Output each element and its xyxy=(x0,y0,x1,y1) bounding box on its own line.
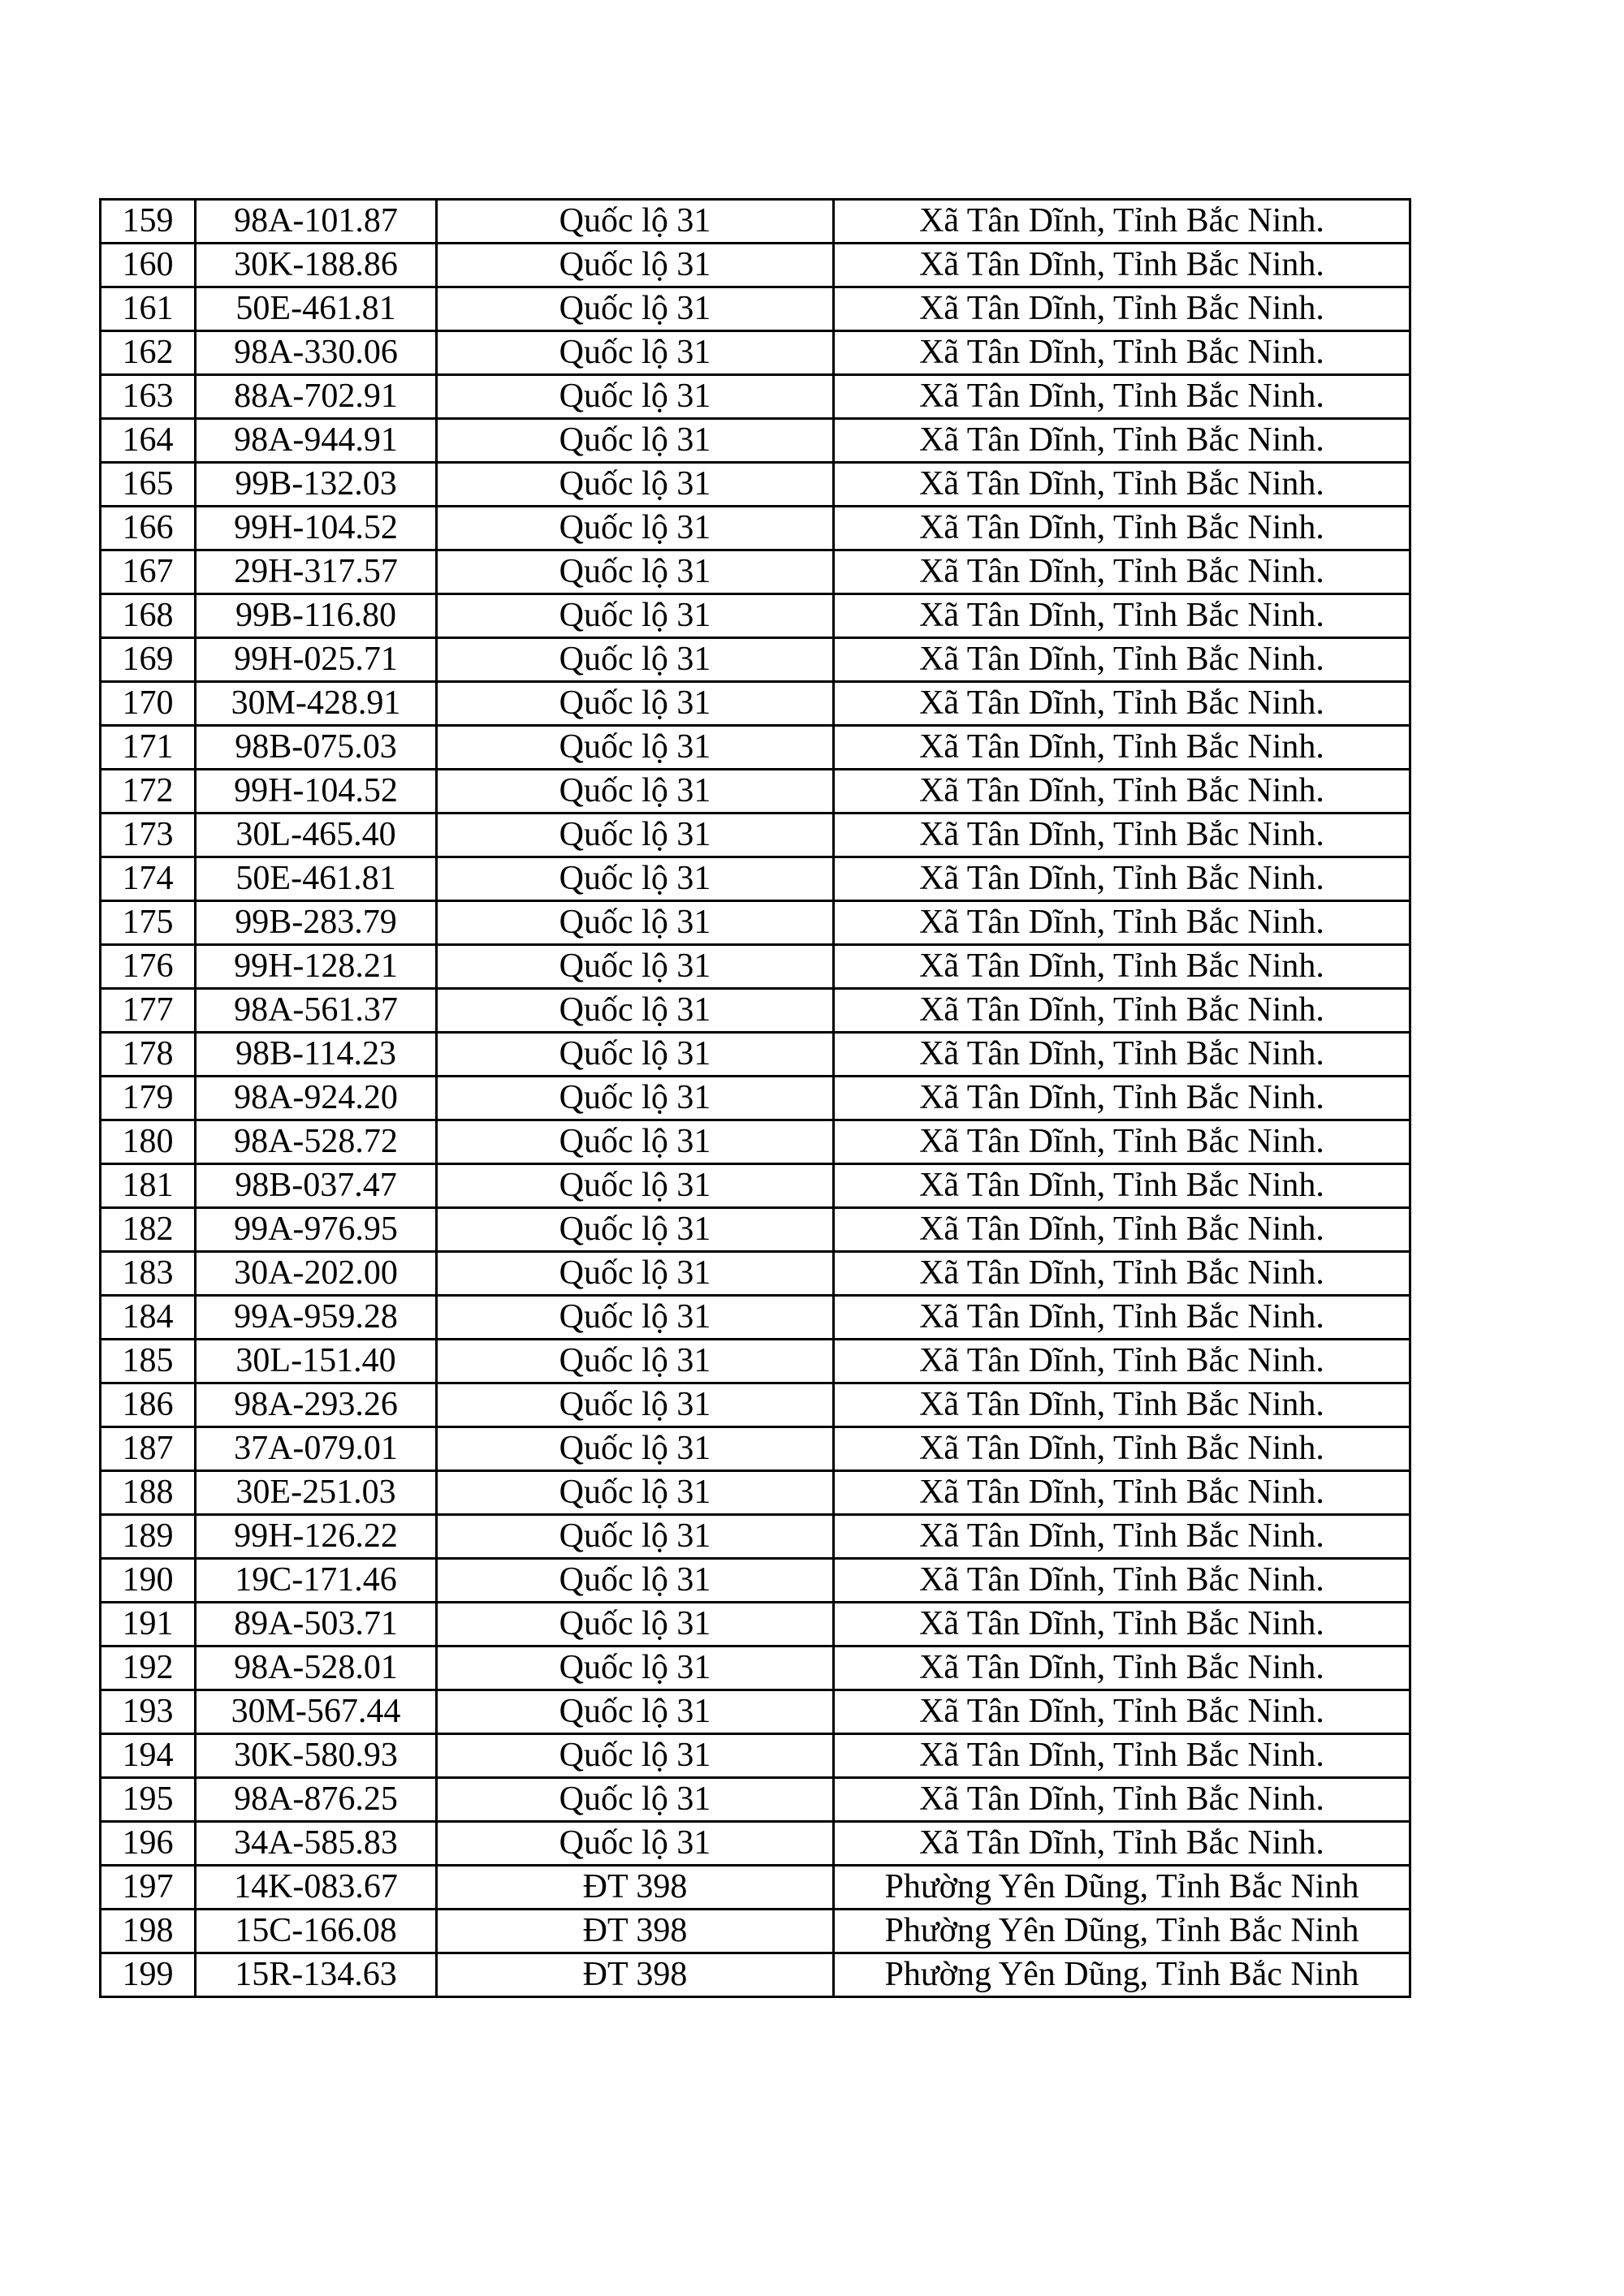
license-plate-cell: 99H-104.52 xyxy=(196,770,437,814)
road-cell: Quốc lộ 31 xyxy=(437,1252,834,1296)
location-cell: Phường Yên Dũng, Tỉnh Bắc Ninh xyxy=(834,1953,1410,1997)
license-plate-cell: 99H-104.52 xyxy=(196,507,437,550)
road-cell: Quốc lộ 31 xyxy=(437,1734,834,1778)
row-number-cell: 170 xyxy=(101,682,196,726)
road-cell: Quốc lộ 31 xyxy=(437,507,834,550)
road-cell: Quốc lộ 31 xyxy=(437,1690,834,1734)
table-row xyxy=(101,594,1410,638)
location-cell: Xã Tân Dĩnh, Tỉnh Bắc Ninh. xyxy=(834,726,1410,770)
row-number-cell: 174 xyxy=(101,857,196,901)
license-plate-cell: 19C-171.46 xyxy=(196,1559,437,1603)
location-cell: Xã Tân Dĩnh, Tỉnh Bắc Ninh. xyxy=(834,1427,1410,1471)
location-cell: Xã Tân Dĩnh, Tỉnh Bắc Ninh. xyxy=(834,244,1410,287)
license-plate-cell: 98A-876.25 xyxy=(196,1778,437,1822)
table-row xyxy=(101,1866,1410,1910)
license-plate-cell: 30M-428.91 xyxy=(196,682,437,726)
table-row xyxy=(101,507,1410,550)
location-cell: Xã Tân Dĩnh, Tỉnh Bắc Ninh. xyxy=(834,1646,1410,1690)
row-number-cell: 175 xyxy=(101,901,196,945)
road-cell: Quốc lộ 31 xyxy=(437,857,834,901)
location-cell: Xã Tân Dĩnh, Tỉnh Bắc Ninh. xyxy=(834,1252,1410,1296)
license-plate-cell: 99H-025.71 xyxy=(196,638,437,682)
location-cell: Xã Tân Dĩnh, Tỉnh Bắc Ninh. xyxy=(834,1120,1410,1164)
location-cell: Xã Tân Dĩnh, Tỉnh Bắc Ninh. xyxy=(834,1603,1410,1646)
license-plate-cell: 30A-202.00 xyxy=(196,1252,437,1296)
row-number-cell: 169 xyxy=(101,638,196,682)
license-plate-cell: 30E-251.03 xyxy=(196,1471,437,1515)
license-plate-cell: 99H-126.22 xyxy=(196,1515,437,1559)
table-row xyxy=(101,1953,1410,1997)
location-cell: Xã Tân Dĩnh, Tỉnh Bắc Ninh. xyxy=(834,989,1410,1033)
row-number-cell: 198 xyxy=(101,1910,196,1953)
table-row xyxy=(101,1383,1410,1427)
license-plate-cell: 98A-293.26 xyxy=(196,1383,437,1427)
license-plate-cell: 99B-116.80 xyxy=(196,594,437,638)
road-cell: Quốc lộ 31 xyxy=(437,814,834,857)
row-number-cell: 185 xyxy=(101,1340,196,1383)
table-row xyxy=(101,1822,1410,1866)
row-number-cell: 199 xyxy=(101,1953,196,1997)
row-number-cell: 166 xyxy=(101,507,196,550)
license-plate-cell: 30L-465.40 xyxy=(196,814,437,857)
table-row xyxy=(101,1471,1410,1515)
location-cell: Xã Tân Dĩnh, Tỉnh Bắc Ninh. xyxy=(834,901,1410,945)
location-cell: Xã Tân Dĩnh, Tỉnh Bắc Ninh. xyxy=(834,1734,1410,1778)
road-cell: Quốc lộ 31 xyxy=(437,1383,834,1427)
location-cell: Xã Tân Dĩnh, Tỉnh Bắc Ninh. xyxy=(834,594,1410,638)
location-cell: Xã Tân Dĩnh, Tỉnh Bắc Ninh. xyxy=(834,1208,1410,1252)
license-plate-cell: 98A-944.91 xyxy=(196,419,437,463)
road-cell: Quốc lộ 31 xyxy=(437,331,834,375)
location-cell: Xã Tân Dĩnh, Tỉnh Bắc Ninh. xyxy=(834,1033,1410,1077)
location-cell: Xã Tân Dĩnh, Tỉnh Bắc Ninh. xyxy=(834,638,1410,682)
license-plate-cell: 29H-317.57 xyxy=(196,550,437,594)
row-number-cell: 187 xyxy=(101,1427,196,1471)
license-plate-cell: 99A-976.95 xyxy=(196,1208,437,1252)
license-plate-cell: 14K-083.67 xyxy=(196,1866,437,1910)
road-cell: Quốc lộ 31 xyxy=(437,1822,834,1866)
table-row xyxy=(101,1515,1410,1559)
row-number-cell: 160 xyxy=(101,244,196,287)
location-cell: Phường Yên Dũng, Tỉnh Bắc Ninh xyxy=(834,1866,1410,1910)
road-cell: Quốc lộ 31 xyxy=(437,726,834,770)
location-cell: Xã Tân Dĩnh, Tỉnh Bắc Ninh. xyxy=(834,419,1410,463)
road-cell: Quốc lộ 31 xyxy=(437,1646,834,1690)
road-cell: Quốc lộ 31 xyxy=(437,1120,834,1164)
location-cell: Phường Yên Dũng, Tỉnh Bắc Ninh xyxy=(834,1910,1410,1953)
table-row xyxy=(101,1077,1410,1120)
location-cell: Xã Tân Dĩnh, Tỉnh Bắc Ninh. xyxy=(834,1559,1410,1603)
location-cell: Xã Tân Dĩnh, Tỉnh Bắc Ninh. xyxy=(834,857,1410,901)
location-cell: Xã Tân Dĩnh, Tỉnh Bắc Ninh. xyxy=(834,375,1410,419)
row-number-cell: 197 xyxy=(101,1866,196,1910)
row-number-cell: 178 xyxy=(101,1033,196,1077)
road-cell: Quốc lộ 31 xyxy=(437,945,834,989)
table-row xyxy=(101,814,1410,857)
road-cell: Quốc lộ 31 xyxy=(437,901,834,945)
location-cell: Xã Tân Dĩnh, Tỉnh Bắc Ninh. xyxy=(834,1340,1410,1383)
road-cell: Quốc lộ 31 xyxy=(437,682,834,726)
license-plate-cell: 98A-528.72 xyxy=(196,1120,437,1164)
row-number-cell: 192 xyxy=(101,1646,196,1690)
road-cell: Quốc lộ 31 xyxy=(437,200,834,244)
table-row xyxy=(101,550,1410,594)
violation-table xyxy=(99,198,1411,1998)
row-number-cell: 193 xyxy=(101,1690,196,1734)
license-plate-cell: 30L-151.40 xyxy=(196,1340,437,1383)
table-row xyxy=(101,1910,1410,1953)
row-number-cell: 176 xyxy=(101,945,196,989)
table-row xyxy=(101,901,1410,945)
table-row xyxy=(101,638,1410,682)
road-cell: Quốc lộ 31 xyxy=(437,1164,834,1208)
table-row xyxy=(101,419,1410,463)
road-cell: Quốc lộ 31 xyxy=(437,287,834,331)
license-plate-cell: 15C-166.08 xyxy=(196,1910,437,1953)
row-number-cell: 168 xyxy=(101,594,196,638)
row-number-cell: 186 xyxy=(101,1383,196,1427)
license-plate-cell: 30M-567.44 xyxy=(196,1690,437,1734)
license-plate-cell: 15R-134.63 xyxy=(196,1953,437,1997)
road-cell: ĐT 398 xyxy=(437,1866,834,1910)
road-cell: Quốc lộ 31 xyxy=(437,1033,834,1077)
row-number-cell: 161 xyxy=(101,287,196,331)
row-number-cell: 188 xyxy=(101,1471,196,1515)
road-cell: ĐT 398 xyxy=(437,1910,834,1953)
license-plate-cell: 30K-580.93 xyxy=(196,1734,437,1778)
road-cell: Quốc lộ 31 xyxy=(437,1296,834,1340)
table-row xyxy=(101,989,1410,1033)
license-plate-cell: 88A-702.91 xyxy=(196,375,437,419)
row-number-cell: 189 xyxy=(101,1515,196,1559)
license-plate-cell: 98A-330.06 xyxy=(196,331,437,375)
license-plate-cell: 98B-075.03 xyxy=(196,726,437,770)
road-cell: Quốc lộ 31 xyxy=(437,1559,834,1603)
license-plate-cell: 34A-585.83 xyxy=(196,1822,437,1866)
row-number-cell: 182 xyxy=(101,1208,196,1252)
table-row xyxy=(101,770,1410,814)
road-cell: Quốc lộ 31 xyxy=(437,1471,834,1515)
location-cell: Xã Tân Dĩnh, Tỉnh Bắc Ninh. xyxy=(834,463,1410,507)
road-cell: Quốc lộ 31 xyxy=(437,1515,834,1559)
table-row xyxy=(101,1340,1410,1383)
license-plate-cell: 98B-037.47 xyxy=(196,1164,437,1208)
row-number-cell: 195 xyxy=(101,1778,196,1822)
license-plate-cell: 50E-461.81 xyxy=(196,857,437,901)
row-number-cell: 173 xyxy=(101,814,196,857)
location-cell: Xã Tân Dĩnh, Tỉnh Bắc Ninh. xyxy=(834,200,1410,244)
row-number-cell: 190 xyxy=(101,1559,196,1603)
table-row xyxy=(101,1427,1410,1471)
row-number-cell: 191 xyxy=(101,1603,196,1646)
row-number-cell: 181 xyxy=(101,1164,196,1208)
row-number-cell: 164 xyxy=(101,419,196,463)
table-row xyxy=(101,857,1410,901)
license-plate-cell: 89A-503.71 xyxy=(196,1603,437,1646)
location-cell: Xã Tân Dĩnh, Tỉnh Bắc Ninh. xyxy=(834,1296,1410,1340)
license-plate-cell: 98A-924.20 xyxy=(196,1077,437,1120)
row-number-cell: 183 xyxy=(101,1252,196,1296)
location-cell: Xã Tân Dĩnh, Tỉnh Bắc Ninh. xyxy=(834,1471,1410,1515)
table-row xyxy=(101,1296,1410,1340)
road-cell: Quốc lộ 31 xyxy=(437,1208,834,1252)
location-cell: Xã Tân Dĩnh, Tỉnh Bắc Ninh. xyxy=(834,1383,1410,1427)
table-row xyxy=(101,1164,1410,1208)
table-row xyxy=(101,1033,1410,1077)
row-number-cell: 159 xyxy=(101,200,196,244)
row-number-cell: 196 xyxy=(101,1822,196,1866)
table-row xyxy=(101,331,1410,375)
license-plate-cell: 99H-128.21 xyxy=(196,945,437,989)
road-cell: Quốc lộ 31 xyxy=(437,1427,834,1471)
row-number-cell: 180 xyxy=(101,1120,196,1164)
table-row xyxy=(101,1690,1410,1734)
table-row xyxy=(101,1252,1410,1296)
road-cell: ĐT 398 xyxy=(437,1953,834,1997)
table-row xyxy=(101,1120,1410,1164)
row-number-cell: 167 xyxy=(101,550,196,594)
road-cell: Quốc lộ 31 xyxy=(437,594,834,638)
license-plate-cell: 99A-959.28 xyxy=(196,1296,437,1340)
road-cell: Quốc lộ 31 xyxy=(437,989,834,1033)
location-cell: Xã Tân Dĩnh, Tỉnh Bắc Ninh. xyxy=(834,1164,1410,1208)
location-cell: Xã Tân Dĩnh, Tỉnh Bắc Ninh. xyxy=(834,331,1410,375)
table-row xyxy=(101,1734,1410,1778)
location-cell: Xã Tân Dĩnh, Tỉnh Bắc Ninh. xyxy=(834,550,1410,594)
table-row xyxy=(101,244,1410,287)
row-number-cell: 172 xyxy=(101,770,196,814)
location-cell: Xã Tân Dĩnh, Tỉnh Bắc Ninh. xyxy=(834,1077,1410,1120)
license-plate-cell: 30K-188.86 xyxy=(196,244,437,287)
row-number-cell: 177 xyxy=(101,989,196,1033)
table-row xyxy=(101,1603,1410,1646)
table-row xyxy=(101,200,1410,244)
table-body xyxy=(101,200,1410,1997)
location-cell: Xã Tân Dĩnh, Tỉnh Bắc Ninh. xyxy=(834,287,1410,331)
location-cell: Xã Tân Dĩnh, Tỉnh Bắc Ninh. xyxy=(834,770,1410,814)
road-cell: Quốc lộ 31 xyxy=(437,244,834,287)
location-cell: Xã Tân Dĩnh, Tỉnh Bắc Ninh. xyxy=(834,1778,1410,1822)
location-cell: Xã Tân Dĩnh, Tỉnh Bắc Ninh. xyxy=(834,507,1410,550)
road-cell: Quốc lộ 31 xyxy=(437,463,834,507)
location-cell: Xã Tân Dĩnh, Tỉnh Bắc Ninh. xyxy=(834,1515,1410,1559)
road-cell: Quốc lộ 31 xyxy=(437,1340,834,1383)
license-plate-cell: 99B-132.03 xyxy=(196,463,437,507)
table-row xyxy=(101,1559,1410,1603)
road-cell: Quốc lộ 31 xyxy=(437,1778,834,1822)
road-cell: Quốc lộ 31 xyxy=(437,375,834,419)
row-number-cell: 165 xyxy=(101,463,196,507)
table-row xyxy=(101,375,1410,419)
license-plate-cell: 99B-283.79 xyxy=(196,901,437,945)
license-plate-cell: 98A-528.01 xyxy=(196,1646,437,1690)
table-row xyxy=(101,1646,1410,1690)
row-number-cell: 163 xyxy=(101,375,196,419)
license-plate-cell: 37A-079.01 xyxy=(196,1427,437,1471)
location-cell: Xã Tân Dĩnh, Tỉnh Bắc Ninh. xyxy=(834,814,1410,857)
row-number-cell: 171 xyxy=(101,726,196,770)
road-cell: Quốc lộ 31 xyxy=(437,770,834,814)
row-number-cell: 162 xyxy=(101,331,196,375)
license-plate-cell: 50E-461.81 xyxy=(196,287,437,331)
table-row xyxy=(101,945,1410,989)
row-number-cell: 179 xyxy=(101,1077,196,1120)
road-cell: Quốc lộ 31 xyxy=(437,638,834,682)
road-cell: Quốc lộ 31 xyxy=(437,550,834,594)
table-row xyxy=(101,682,1410,726)
table-row xyxy=(101,463,1410,507)
license-plate-cell: 98A-101.87 xyxy=(196,200,437,244)
row-number-cell: 194 xyxy=(101,1734,196,1778)
table-row xyxy=(101,1208,1410,1252)
location-cell: Xã Tân Dĩnh, Tỉnh Bắc Ninh. xyxy=(834,682,1410,726)
table-row xyxy=(101,1778,1410,1822)
location-cell: Xã Tân Dĩnh, Tỉnh Bắc Ninh. xyxy=(834,1822,1410,1866)
road-cell: Quốc lộ 31 xyxy=(437,419,834,463)
road-cell: Quốc lộ 31 xyxy=(437,1603,834,1646)
location-cell: Xã Tân Dĩnh, Tỉnh Bắc Ninh. xyxy=(834,1690,1410,1734)
license-plate-cell: 98A-561.37 xyxy=(196,989,437,1033)
row-number-cell: 184 xyxy=(101,1296,196,1340)
table-row xyxy=(101,287,1410,331)
table-row xyxy=(101,726,1410,770)
road-cell: Quốc lộ 31 xyxy=(437,1077,834,1120)
license-plate-cell: 98B-114.23 xyxy=(196,1033,437,1077)
location-cell: Xã Tân Dĩnh, Tỉnh Bắc Ninh. xyxy=(834,945,1410,989)
